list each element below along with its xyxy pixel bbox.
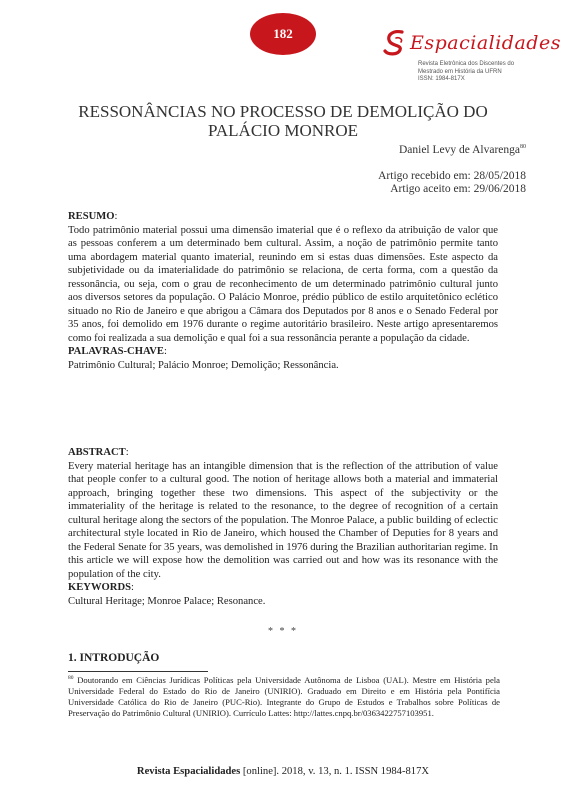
palavras-chave-heading: PALAVRAS-CHAVE	[68, 346, 164, 357]
page-number: 182	[273, 26, 293, 41]
journal-issn: ISSN: 1984-817X	[418, 76, 465, 82]
section-separator: * * *	[268, 626, 298, 637]
page-footer	[0, 766, 566, 777]
keywords-text: Cultural Heritage; Monroe Palace; Resonance.	[68, 595, 266, 607]
palavras-chave-text: Patrimônio Cultural; Palácio Monroe; Demolição; Ressonância.	[68, 359, 339, 371]
resumo-heading: RESUMO	[68, 211, 115, 222]
page-number-badge	[250, 13, 316, 55]
journal-logo	[382, 28, 561, 90]
article-dates	[378, 170, 526, 196]
author-line	[399, 144, 526, 156]
article-title-line: RESSONÂNCIAS NO PROCESSO DE DEMOLIÇÃO DO	[78, 102, 488, 121]
footer-journal-name: Revista Espacialidades	[136, 766, 241, 777]
accepted-date: Artigo aceito em: 29/06/2018	[390, 183, 526, 195]
footer-citation: [online]. 2018, v. 13, n. 1. ISSN 1984-817X	[240, 766, 430, 777]
abstract-heading: ABSTRACT	[68, 447, 126, 458]
journal-subtitle	[418, 61, 528, 84]
author-name: Daniel Levy de Alvarenga	[398, 144, 520, 156]
journal-wordmark: Espacialidades	[410, 32, 561, 54]
received-date: Artigo recebido em: 28/05/2018	[378, 170, 526, 182]
footnote-text: Doutorando em Ciências Jurídicas Políticas pela Universidade Autônoma de Lisboa (UAL). Mestre em História pela Universidade Federal do Estado do Rio de Janeiro (UNIRIO). Graduado em Direito e em História pela Pontifícia Universidade Católica do Rio de Janeiro (PUC-Rio). Integrante do Grupo de Estudos e Trabalhos sobre Políticas de Preservação do Patrimônio Cultural (UNIRIO). Currículo Lattes: http://lattes.cnpq.br/0363422757103951.	[68, 674, 500, 718]
journal-logo-mark-icon	[382, 28, 410, 58]
journal-subtitle-line: Revista Eletrônica dos Discentes do	[418, 61, 515, 67]
journal-subtitle-line: Mestrado em História da UFRN	[418, 68, 502, 75]
article-title-line: PALÁCIO MONROE	[207, 121, 359, 140]
section-heading-introducao: 1. INTRODUÇÃO	[68, 652, 160, 664]
footnote	[68, 673, 500, 719]
resumo-text: Todo patrimônio material possui uma dimensão imaterial que é o reflexo da atribuição de valor que as pessoas conferem a um determinado bem cultural. Assim, a noção de patrimônio permite tanto uma abordagem material quanto imaterial, reunindo em si estas duas dimensões. Este aspecto da subjetividade ou da imaterialidade do patrimônio se relaciona, de certa forma, com a questão da ressonância, ou seja, com o grau de reconhecimento de um determinado patrimônio cultural junto aos diversos setores da população. O Palácio Monroe, prédio público de estilo arquitetônico eclético situado no Rio de Janeiro e que abrigou a Câmara dos Deputados por 8 anos e o Senado Federal por 35 anos, foi demolido em 1976 durante o regime autoritário brasileiro. Neste artigo apresentaremos como foi realizada a sua demolição e qual foi a sua ressonância perante a população da cidade.	[68, 224, 498, 344]
abstract-section: ABSTRACT: Every material heritage has an intangible dimension that is the reflection of the attribution of value that people confer to a cultural good. The notion of heritage allows both a material and immaterial approach, bringing together these two dimensions. This aspect of the subjectivity or the immateriality of the heritage is related to the resonance, to the degree of recognition of a certain cultural heritage along the sectors of the population. The Monroe Palace, a public building of eclectic architectural style located in Rio de Janeiro, which housed the Chamber of Deputies for 8 years and the Federal Senate for 35 years, was demolished in 1976 during the Brazilian authoritarian regime. In this article we will expose how the demolition was carried out and how was its resonance with the population of the city. KEYWORDS: Cultural Heritage; Monroe Palace; Resonance.	[68, 447, 498, 607]
author-footnote-ref[interactable]: 80	[520, 144, 526, 151]
abstract-text: Every material heritage has an intangible dimension that is the reflection of the attribution of value that people confer to a cultural good. The notion of heritage allows both a material and immaterial approach, bringing together these two dimensions. This aspect of the subjectivity or the immateriality of the heritage is related to the resonance, to the degree of recognition of a certain cultural heritage along the sectors of the population. The Monroe Palace, a public building of eclectic architectural style located in Rio de Janeiro, which housed the Chamber of Deputies for 8 years and the Federal Senate for 35 years, was demolished in 1976 during the Brazilian authoritarian regime. In this article we will expose how the demolition was carried out and how was its resonance with the population of the city.	[68, 460, 498, 580]
footnote-divider	[68, 671, 208, 672]
article-title	[40, 102, 526, 140]
resumo-section: RESUMO: Todo patrimônio material possui uma dimensão imaterial que é o reflexo da atribuição de valor que as pessoas conferem a um determinado bem cultural. Assim, a noção de patrimônio permite tanto uma abordagem material quanto imaterial, reunindo em si estas duas dimensões. Este aspecto da subjetividade ou da imaterialidade do patrimônio se relaciona, de certa forma, com a questão da ressonância, ou seja, com o grau de reconhecimento de um determinado patrimônio cultural junto aos diversos setores da população. O Palácio Monroe, prédio público de estilo arquitetônico eclético situado no Rio de Janeiro e que abrigou a Câmara dos Deputados por 8 anos e o Senado Federal por 35 anos, foi demolido em 1976 durante o regime autoritário brasileiro. Neste artigo apresentaremos como foi realizada a sua demolição e qual foi a sua ressonância perante a população da cidade. PALAVRAS-CHAVE: Patrimônio Cultural; Palácio Monroe; Demolição; Ressonância.	[68, 211, 498, 371]
footnote-number: 80	[68, 675, 74, 681]
keywords-heading: KEYWORDS	[68, 582, 131, 593]
